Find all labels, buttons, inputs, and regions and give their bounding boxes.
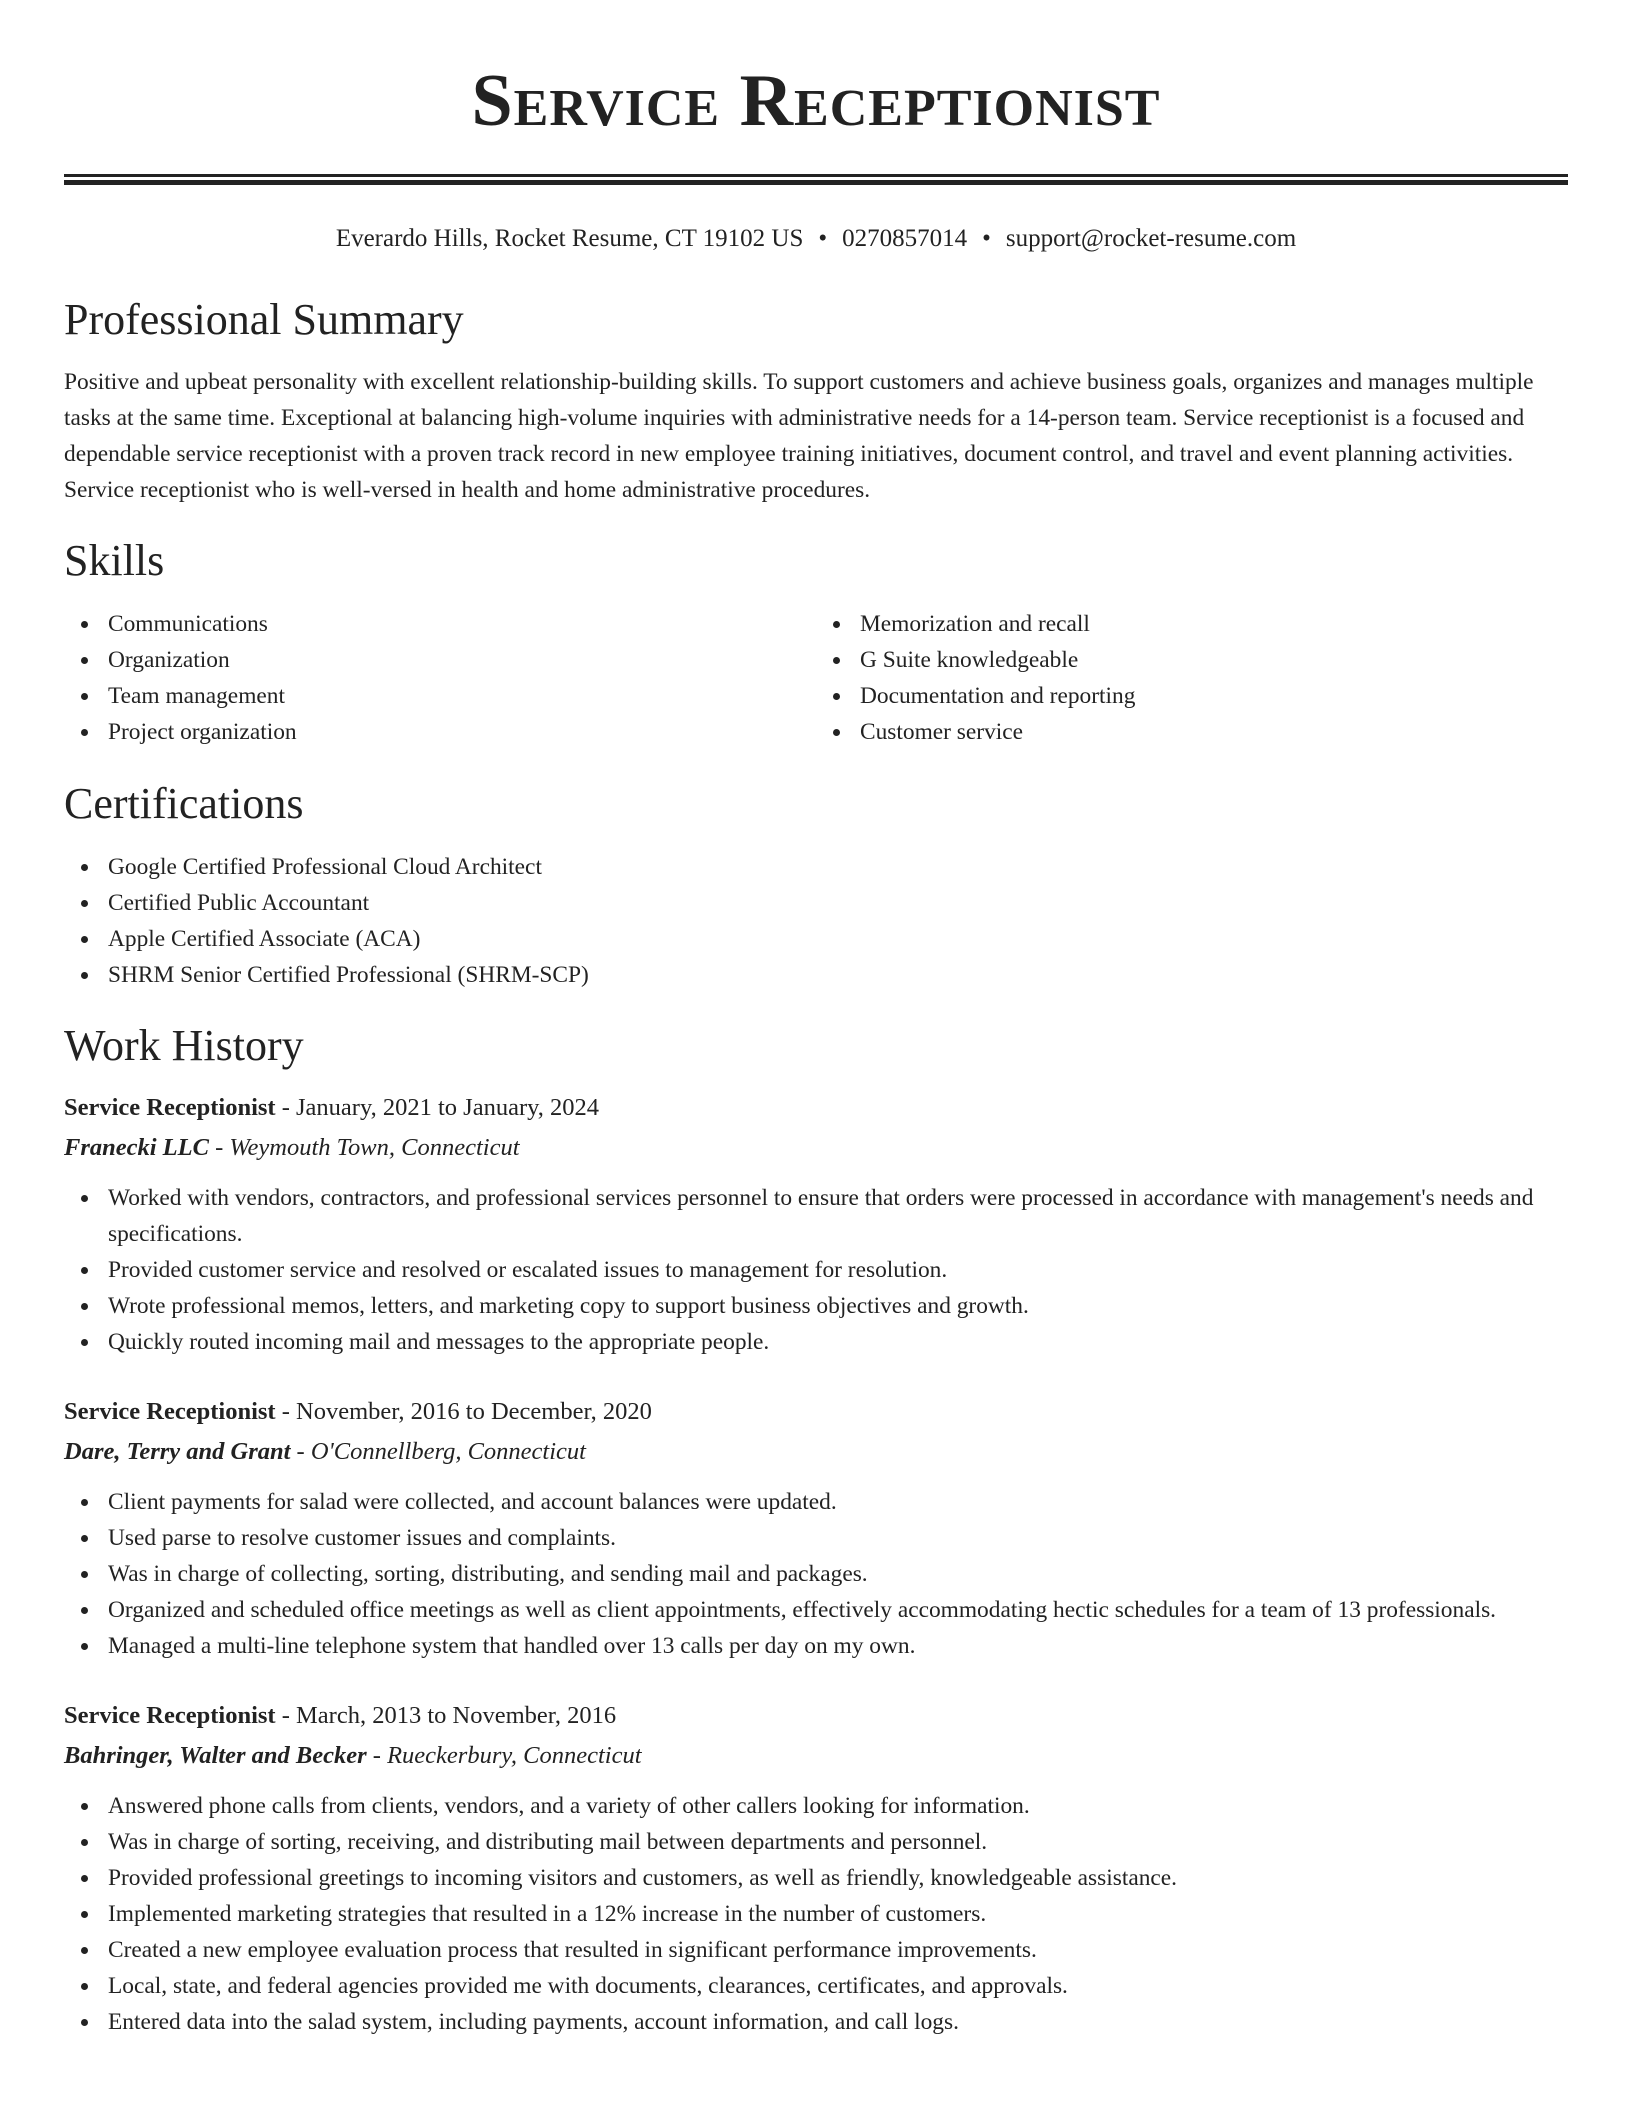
skill-item: Project organization [64,714,816,750]
job-role: Service Receptionist [64,1398,276,1425]
job-bullet: Client payments for salad were collected, and account balances were updated. [64,1484,1568,1520]
summary-text: Positive and upbeat personality with excellent relationship-building skills. To support customers and achieve business goals, organizes and manages multiple tasks at the same time. Exceptional at balancing high-volume inquiries with administrative needs for a 14-person team. Service receptionist is a focused and dependable service receptionist with a proven track record in new employee training initiatives, document control, and travel and event planning activities. Service receptionist who is well-versed in health and home administrative procedures. [64,369,1534,503]
certification-item: Google Certified Professional Cloud Architect [64,849,1568,885]
skill-item: Documentation and reporting [816,678,1568,714]
job-bullet: Local, state, and federal agencies provided me with documents, clearances, certificates, and approvals. [64,1968,1568,2004]
job-bullets [64,1484,1568,1664]
job-title-line [64,1392,1568,1432]
certifications-list [64,849,1568,993]
work-history-heading: Work History [64,1021,304,1070]
skills-heading: Skills [64,536,165,585]
job-bullet: Implemented marketing strategies that resulted in a 12% increase in the number of customers. [64,1896,1568,1932]
certification-item: Apple Certified Associate (ACA) [64,921,1568,957]
job-dates: - March, 2013 to November, 2016 [275,1702,617,1729]
job-role: Service Receptionist [64,1702,276,1729]
job-bullet: Quickly routed incoming mail and messages to the appropriate people. [64,1324,1568,1360]
certifications-heading: Certifications [64,779,304,828]
job-dates: - January, 2021 to January, 2024 [275,1094,600,1121]
summary-heading: Professional Summary [64,295,464,344]
skill-item: Memorization and recall [816,606,1568,642]
job-entry [64,1392,1568,1664]
skill-item: G Suite knowledgeable [816,642,1568,678]
job-bullet: Answered phone calls from clients, vendors, and a variety of other callers looking for information. [64,1788,1568,1824]
skill-item: Communications [64,606,816,642]
resume-title: Service Receptionist [471,60,1161,142]
job-company: Bahringer, Walter and Becker [64,1742,367,1769]
skills-grid [64,606,1568,750]
skills-list-left [64,606,816,750]
job-company: Franecki LLC [64,1134,209,1161]
job-bullet: Entered data into the salad system, including payments, account information, and call logs. [64,2004,1568,2040]
job-bullet: Organized and scheduled office meetings as well as client appointments, effectively accommodating hectic schedules for a team of 13 professionals. [64,1592,1568,1628]
title-divider [64,174,1568,185]
job-company: Dare, Terry and Grant [64,1438,291,1465]
job-bullets [64,1788,1568,2040]
skill-item: Customer service [816,714,1568,750]
job-company-line [64,1736,1568,1776]
skill-item: Organization [64,642,816,678]
job-location: - O'Connellberg, Connecticut [290,1438,586,1465]
job-bullet: Used parse to resolve customer issues and complaints. [64,1520,1568,1556]
job-title-line [64,1088,1568,1128]
job-bullet: Provided customer service and resolved or escalated issues to management for resolution. [64,1252,1568,1288]
job-dates: - November, 2016 to December, 2020 [275,1398,652,1425]
job-role: Service Receptionist [64,1094,276,1121]
job-entry [64,1696,1568,2040]
job-bullet: Wrote professional memos, letters, and marketing copy to support business objectives and growth. [64,1288,1568,1324]
skills-list-right [816,606,1568,750]
job-location: - Rueckerbury, Connecticut [366,1742,642,1769]
contact-address: Everardo Hills, Rocket Resume, CT 19102 US [335,225,804,252]
job-bullets [64,1180,1568,1360]
contact-separator: • [818,225,828,252]
job-bullet: Was in charge of sorting, receiving, and distributing mail between departments and personnel. [64,1824,1568,1860]
skill-item: Team management [64,678,816,714]
contact-line [64,222,1568,256]
job-company-line [64,1432,1568,1472]
job-bullet: Managed a multi-line telephone system that handled over 13 calls per day on my own. [64,1628,1568,1664]
job-bullet: Provided professional greetings to incoming visitors and customers, as well as friendly, knowledgeable assistance. [64,1860,1568,1896]
job-bullet: Created a new employee evaluation process that resulted in significant performance improvements. [64,1932,1568,1968]
job-entry [64,1088,1568,1360]
job-company-line [64,1128,1568,1168]
job-title-line [64,1696,1568,1736]
contact-phone: 0270857014 [842,225,968,252]
job-bullet: Worked with vendors, contractors, and professional services personnel to ensure that orders were processed in accordance with management's needs and specifications. [64,1180,1568,1252]
job-location: - Weymouth Town, Connecticut [208,1134,520,1161]
contact-separator: • [982,225,991,252]
certification-item: SHRM Senior Certified Professional (SHRM-SCP) [64,957,1568,993]
job-bullet: Was in charge of collecting, sorting, distributing, and sending mail and packages. [64,1556,1568,1592]
contact-email: support@rocket-resume.com [1005,225,1297,252]
certification-item: Certified Public Accountant [64,885,1568,921]
